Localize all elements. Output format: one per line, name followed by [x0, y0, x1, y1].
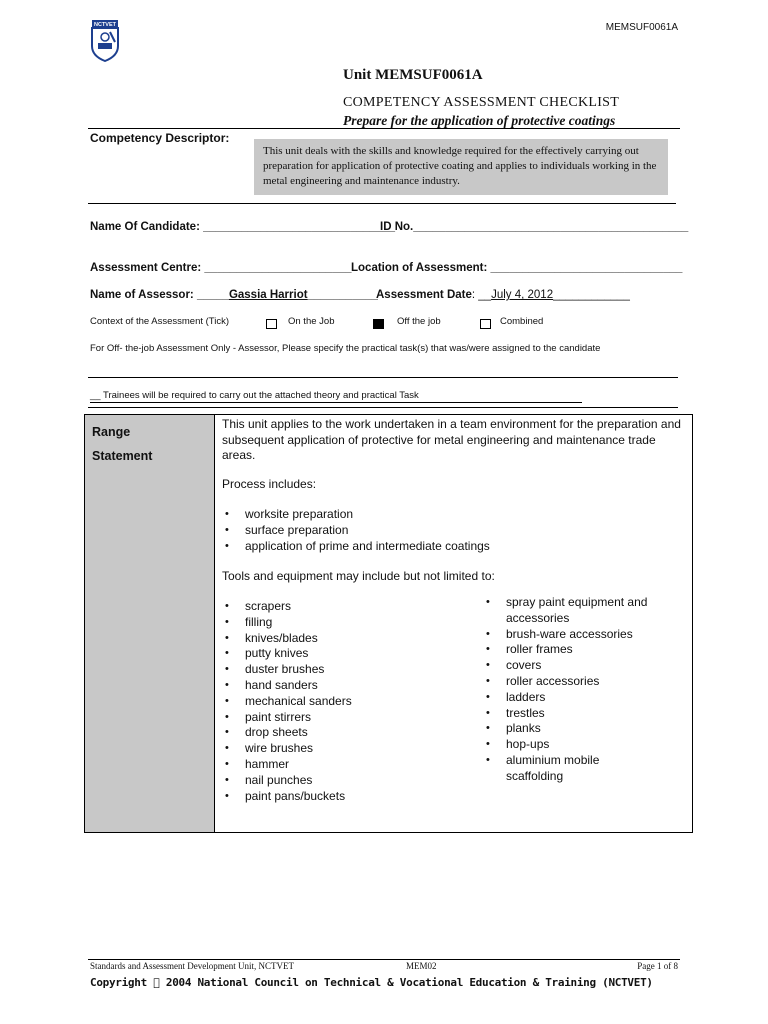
date-label: Assessment Date [376, 289, 472, 301]
descriptor-divider [88, 203, 676, 204]
range-label: Range [92, 425, 131, 439]
combined-checkbox[interactable] [480, 319, 491, 329]
date-colon: : __ [471, 289, 492, 301]
tools-list-right [484, 595, 659, 785]
trainees-note-underline [90, 402, 582, 403]
date-value: July 4, 2012 [491, 289, 554, 301]
competency-descriptor-label: Competency Descriptor: [90, 131, 230, 145]
list-item: • roller accessories [484, 674, 659, 690]
list-item: • hop-ups [484, 737, 659, 753]
list-item: • wire brushes [223, 741, 453, 757]
list-item: • drop sheets [223, 725, 453, 741]
document-code: MEMSUF0061A [605, 22, 678, 33]
assessment-date-field[interactable] [376, 289, 630, 301]
list-item: • brush-ware accessories [484, 627, 659, 643]
competency-descriptor-box: This unit deals with the skills and knowledge required for the effectively carrying out preparation for application of protective coating and applies to individuals working in the metal engineering and maintenance industry. [254, 139, 668, 195]
process-heading: Process includes: [222, 477, 317, 491]
off-job-instruction: For Off- the-job Assessment Only - Assessor, Please specify the practical task(s) that was/were assigned to the candidate [90, 343, 601, 354]
combined-label: Combined [500, 316, 544, 327]
range-intro-text: This unit applies to the work undertaken in a team environment for the preparation and subsequent application of protective for metal engineering and maintenance trade areas. [222, 417, 681, 462]
unit-title: Unit MEMSUF0061A [343, 67, 483, 83]
tools-list-left [223, 599, 453, 804]
list-item: • mechanical sanders [223, 694, 453, 710]
candidate-name-field[interactable]: Name Of Candidate: ______________________________ [90, 221, 395, 233]
list-item: • worksite preparation [223, 507, 663, 523]
list-item: • paint pans/buckets [223, 789, 453, 805]
list-item: • spray paint equipment and accessories [484, 595, 659, 627]
list-item: • surface preparation [223, 523, 663, 539]
footer-divider [88, 959, 680, 960]
nctvet-logo [88, 18, 122, 62]
list-item: • nail punches [223, 773, 453, 789]
assessor-label: Name of Assessor: _____ [90, 289, 229, 301]
footer-unit: Standards and Assessment Development Unit, NCTVET [90, 961, 294, 971]
list-item: • roller frames [484, 642, 659, 658]
on-the-job-checkbox[interactable] [266, 319, 277, 329]
list-item: • aluminium mobile scaffolding [484, 753, 659, 785]
off-the-job-label: Off the job [397, 316, 441, 327]
assessor-field[interactable] [90, 289, 378, 301]
assessor-underline: ___________ [307, 289, 378, 301]
list-item: • duster brushes [223, 662, 453, 678]
practical-task-line[interactable] [88, 377, 678, 378]
list-item: • hammer [223, 757, 453, 773]
page-number: Page 1 of 8 [637, 961, 678, 971]
assessment-centre-field[interactable]: Assessment Centre: _______________________ [90, 262, 352, 274]
section-divider [88, 407, 678, 408]
copyright-notice: Copyright   2004 National Council on Technical & Vocational Education & Training (NCTVET) [90, 976, 653, 989]
footer-code: MEM02 [406, 961, 437, 971]
logo-text: NCTVET [94, 22, 116, 28]
on-the-job-label: On the Job [288, 316, 335, 327]
list-item: • ladders [484, 690, 659, 706]
tools-heading: Tools and equipment may include but not limited to: [222, 569, 495, 583]
assessor-name-value: Gassia Harriot [228, 289, 308, 301]
list-item: • filling [223, 615, 453, 631]
context-label: Context of the Assessment (Tick) [90, 316, 230, 327]
list-item: • application of prime and intermediate coatings [223, 539, 663, 555]
date-underline: ____________ [553, 289, 630, 301]
list-item: • paint stirrers [223, 710, 453, 726]
statement-label: Statement [92, 449, 153, 463]
location-field[interactable]: Location of Assessment: ______________________________ [351, 262, 683, 274]
list-item: • planks [484, 721, 659, 737]
process-list [223, 507, 663, 554]
list-item: • hand sanders [223, 678, 453, 694]
list-item: • knives/blades [223, 631, 453, 647]
id-number-field[interactable]: ID No.___________________________________________ [380, 221, 689, 233]
unit-subtitle: Prepare for the application of protective coatings [343, 113, 616, 128]
list-item: • trestles [484, 706, 659, 722]
off-the-job-checkbox[interactable] [373, 319, 384, 329]
trainees-note: __ Trainees will be required to carry out the attached theory and practical Task [90, 390, 419, 401]
checklist-title: COMPETENCY ASSESSMENT CHECKLIST [343, 95, 620, 110]
list-item: • scrapers [223, 599, 453, 615]
list-item: • covers [484, 658, 659, 674]
title-divider [88, 128, 680, 129]
list-item: • putty knives [223, 646, 453, 662]
